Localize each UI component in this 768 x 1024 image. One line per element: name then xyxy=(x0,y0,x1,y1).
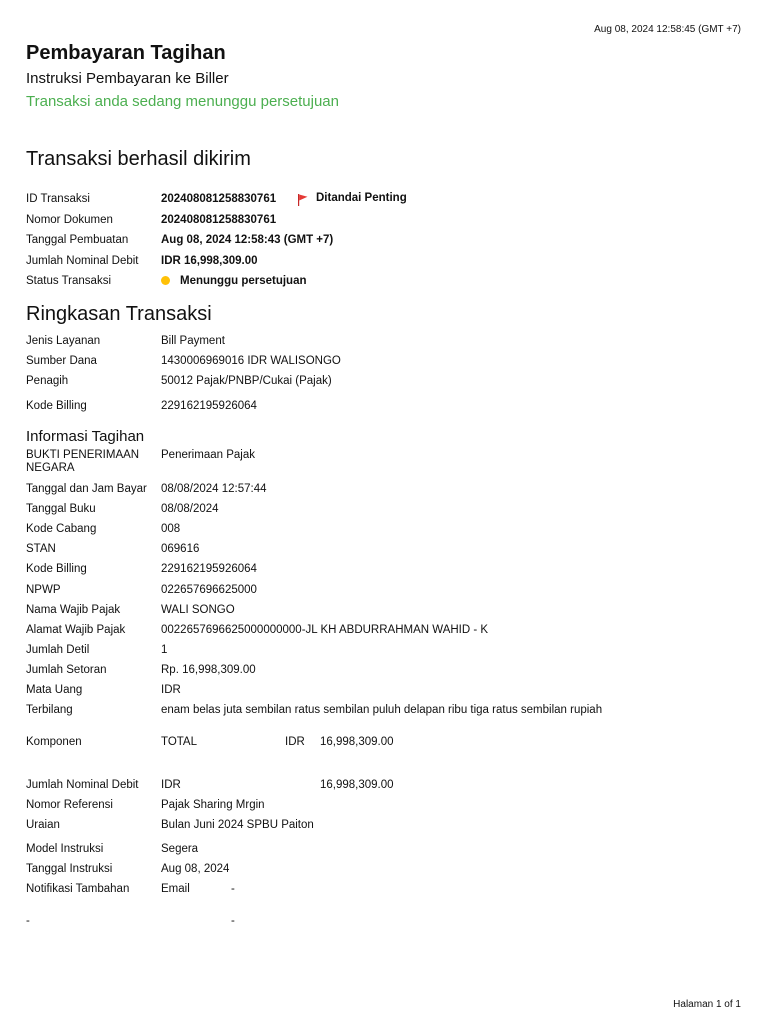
sent-heading: Transaksi berhasil dikirim xyxy=(26,148,251,170)
description-label: Uraian xyxy=(26,819,60,831)
service-type-value: Bill Payment xyxy=(161,335,225,347)
component-currency: IDR xyxy=(285,736,305,748)
placeholder-dash-right: - xyxy=(231,915,235,927)
debit-total-amount: 16,998,309.00 xyxy=(320,779,394,791)
bill-info-value: 022657696625000 xyxy=(161,584,257,596)
bill-info-label: Mata Uang xyxy=(26,684,83,696)
bill-info-value: 008 xyxy=(161,523,181,535)
transaction-id-value: 202408081258830761 xyxy=(161,193,277,205)
page-subtitle: Instruksi Pembayaran ke Biller xyxy=(26,70,229,87)
bill-info-value: WALI SONGO xyxy=(161,604,235,616)
created-date-value: Aug 08, 2024 12:58:43 (GMT +7) xyxy=(161,234,334,246)
billing-code-label: Kode Billing xyxy=(26,400,87,412)
bill-info-label: BUKTI PENERIMAAN NEGARA xyxy=(26,449,140,474)
reference-number-value: Pajak Sharing Mrgin xyxy=(161,799,265,811)
biller-value: 50012 Pajak/PNBP/Cukai (Pajak) xyxy=(161,375,332,387)
status-dot-icon xyxy=(161,276,170,285)
bill-info-label: Kode Cabang xyxy=(26,523,97,535)
transaction-id-label: ID Transaksi xyxy=(26,193,90,205)
pending-message: Transaksi anda sedang menunggu persetujuan xyxy=(26,93,339,110)
instruction-date-label: Tanggal Instruksi xyxy=(26,863,113,875)
service-type-label: Jenis Layanan xyxy=(26,335,101,347)
debit-amount-label: Jumlah Nominal Debit xyxy=(26,255,139,267)
component-amount: 16,998,309.00 xyxy=(320,736,394,748)
bill-info-label: NPWP xyxy=(26,584,61,596)
debit-total-currency: IDR xyxy=(161,779,181,791)
bill-info-value: Rp. 16,998,309.00 xyxy=(161,664,256,676)
description-value: Bulan Juni 2024 SPBU Paiton xyxy=(161,819,314,831)
bill-info-label: Kode Billing xyxy=(26,563,87,575)
bill-info-label: Nama Wajib Pajak xyxy=(26,604,121,616)
document-number-label: Nomor Dokumen xyxy=(26,214,113,226)
bill-info-value: IDR xyxy=(161,684,181,696)
bill-info-value: 1 xyxy=(161,644,168,656)
flag-icon xyxy=(298,194,308,206)
bill-info-label: Alamat Wajib Pajak xyxy=(26,624,126,636)
biller-label: Penagih xyxy=(26,375,69,387)
additional-notification-label: Notifikasi Tambahan xyxy=(26,883,130,895)
transaction-status-value: Menunggu persetujuan xyxy=(180,275,307,287)
page-number: Halaman 1 of 1 xyxy=(673,999,741,1010)
created-date-label: Tanggal Pembuatan xyxy=(26,234,129,246)
bill-info-label: Tanggal Buku xyxy=(26,503,96,515)
bill-info-value: 229162195926064 xyxy=(161,563,257,575)
reference-number-label: Nomor Referensi xyxy=(26,799,113,811)
bill-info-value: 0022657696625000000000-JL KH ABDURRAHMAN WAHID - K xyxy=(161,624,489,636)
component-label: Komponen xyxy=(26,736,82,748)
bill-info-value: enam belas juta sembilan ratus sembilan puluh delapan ribu tiga ratus sembilan rupiah xyxy=(161,704,603,716)
transaction-status-label: Status Transaksi xyxy=(26,275,112,287)
print-timestamp: Aug 08, 2024 12:58:45 (GMT +7) xyxy=(594,24,741,35)
instruction-date-value: Aug 08, 2024 xyxy=(161,863,230,875)
bill-info-value: 08/08/2024 xyxy=(161,503,219,515)
instruction-model-value: Segera xyxy=(161,843,199,855)
summary-heading: Ringkasan Transaksi xyxy=(26,303,212,325)
component-name: TOTAL xyxy=(161,736,197,748)
bill-info-label: Jumlah Detil xyxy=(26,644,90,656)
bill-info-value: 069616 xyxy=(161,543,200,555)
bill-info-value: 08/08/2024 12:57:44 xyxy=(161,483,267,495)
placeholder-dash-left: - xyxy=(26,915,30,927)
bill-info-label: STAN xyxy=(26,543,56,555)
debit-total-label: Jumlah Nominal Debit xyxy=(26,779,139,791)
bill-info-label: Terbilang xyxy=(26,704,73,716)
bill-info-value: Penerimaan Pajak xyxy=(161,449,255,461)
page-title: Pembayaran Tagihan xyxy=(26,42,226,64)
additional-notification-extra: - xyxy=(231,883,235,895)
bill-info-heading: Informasi Tagihan xyxy=(26,428,145,445)
bill-info-label: Tanggal dan Jam Bayar xyxy=(26,483,147,495)
billing-code-value: 229162195926064 xyxy=(161,400,257,412)
bill-info-label: Jumlah Setoran xyxy=(26,664,107,676)
additional-notification-value: Email xyxy=(161,883,190,895)
document-number-value: 202408081258830761 xyxy=(161,214,277,226)
flagged-important-label: Ditandai Penting xyxy=(316,192,407,204)
fund-source-value: 1430006969016 IDR WALISONGO xyxy=(161,355,341,367)
debit-amount-value: IDR 16,998,309.00 xyxy=(161,255,258,267)
instruction-model-label: Model Instruksi xyxy=(26,843,104,855)
fund-source-label: Sumber Dana xyxy=(26,355,97,367)
